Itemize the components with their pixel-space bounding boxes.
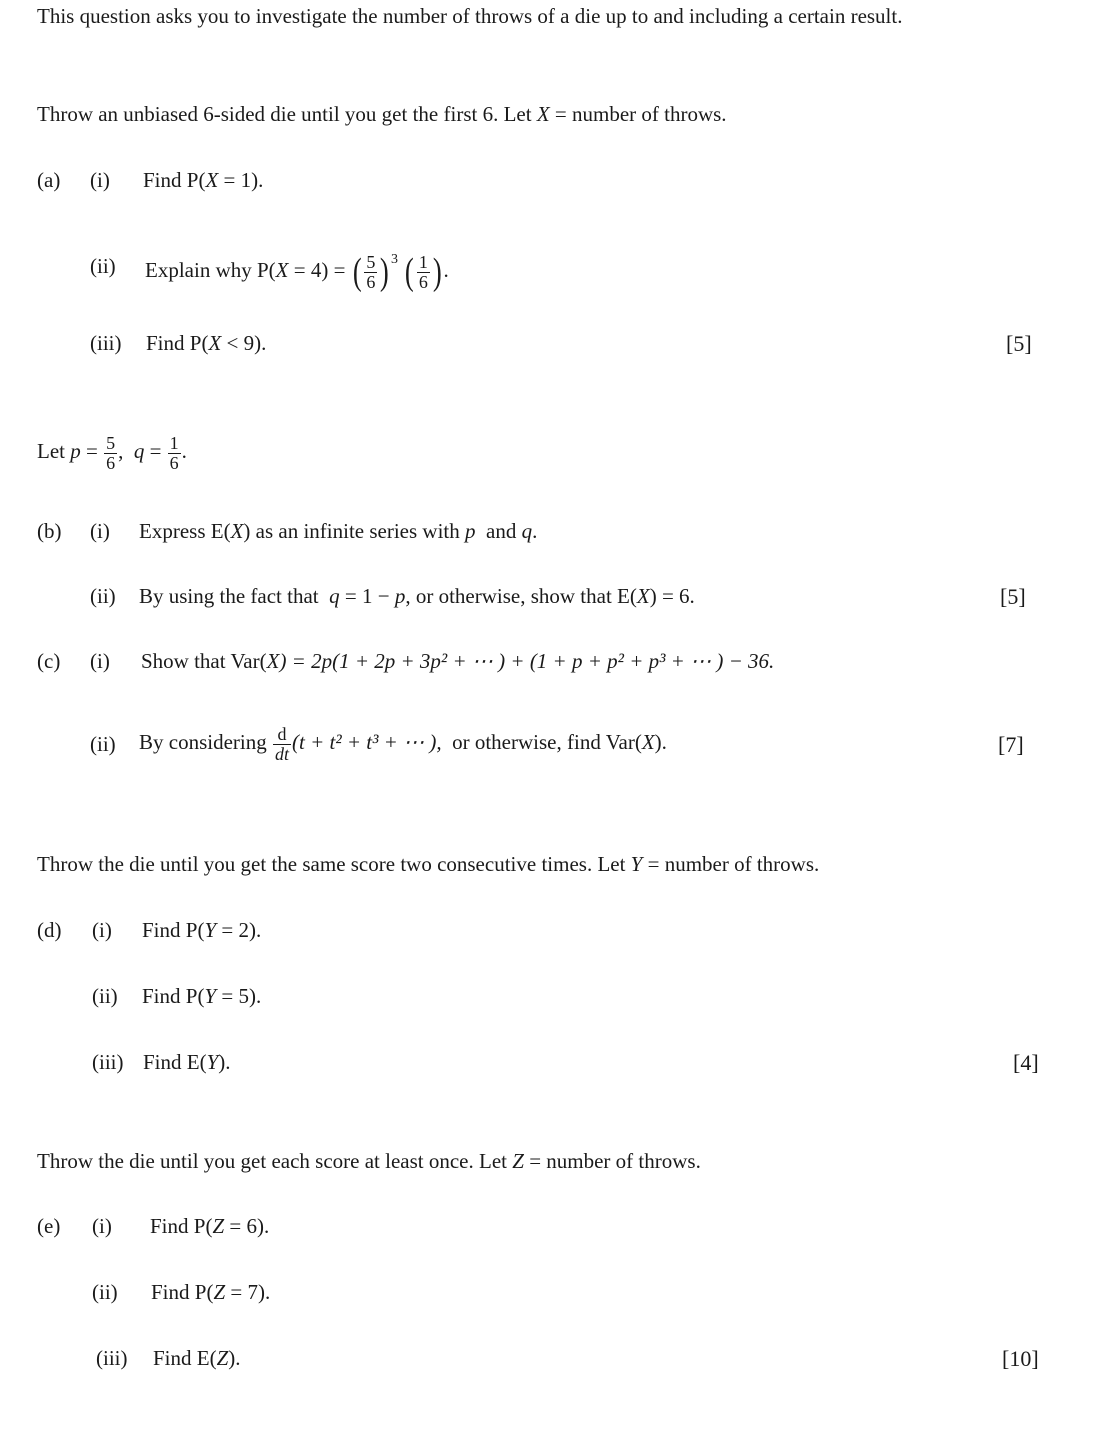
marks-a: [5] xyxy=(1006,331,1032,356)
label-e-i: (i) xyxy=(92,1214,112,1238)
setup-y: Throw the die until you get the same score two consecutive times. Let Y = number of throws. xyxy=(37,852,820,876)
setup-x: Throw an unbiased 6-sided die until you get the first 6. Let X = number of throws. xyxy=(37,102,727,126)
marks-b: [5] xyxy=(1000,584,1026,609)
setup-z: Throw the die until you get each score at least once. Let Z = number of throws. xyxy=(37,1149,701,1173)
question-d-i: Find P(Y = 2). xyxy=(142,918,262,942)
marks-e: [10] xyxy=(1002,1346,1039,1371)
label-e-iii: (iii) xyxy=(96,1346,128,1370)
question-a-ii: Explain why P(X = 4) = ( $\frac{5}{6}$ ) $^3$ ( $\frac{1}{6}$ ). xyxy=(145,251,449,294)
label-c-ii: (ii) xyxy=(90,732,116,756)
label-a: (a) xyxy=(37,168,61,192)
label-d-iii: (iii) xyxy=(92,1050,124,1074)
label-b: (b) xyxy=(37,519,62,543)
let-p-q: Let p = $\frac{5}{6}$ , q = $\frac{1}{6}$ . xyxy=(37,432,187,473)
label-b-i: (i) xyxy=(90,519,110,543)
fraction-one-sixth: $\frac{1}{6}$ xyxy=(418,251,428,292)
question-b-i: Express E(X) as an infinite series with p and q. xyxy=(139,519,538,543)
question-e-ii: Find P(Z = 7). xyxy=(151,1280,271,1304)
label-c-i: (i) xyxy=(90,649,110,673)
question-c-ii: By considering $\frac{d}{dt}$ (t + t² + t³ + ⋯ ), or otherwise, find Var(X). xyxy=(139,723,667,764)
question-a-iii: Find P(X < 9). xyxy=(146,331,267,355)
question-e-i: Find P(Z = 6). xyxy=(150,1214,270,1238)
label-a-i: (i) xyxy=(90,168,110,192)
label-a-iii: (iii) xyxy=(90,331,122,355)
fraction-five-sixths: $\frac{5}{6}$ xyxy=(366,251,376,292)
label-e: (e) xyxy=(37,1214,61,1238)
question-a-i: Find P(X = 1). xyxy=(143,168,264,192)
question-e-iii: Find E(Z). xyxy=(153,1346,241,1370)
marks-d: [4] xyxy=(1013,1050,1039,1075)
derivative-operator: $\frac{d}{dt}$ xyxy=(274,723,289,764)
intro-text: This question asks you to investigate the number of throws of a die up to and including a certain result. xyxy=(37,4,903,28)
fraction-p: $\frac{5}{6}$ xyxy=(106,432,116,473)
label-b-ii: (ii) xyxy=(90,584,116,608)
question-d-ii: Find P(Y = 5). xyxy=(142,984,262,1008)
label-d-i: (i) xyxy=(92,918,112,942)
marks-c: [7] xyxy=(998,732,1024,757)
fraction-q: $\frac{1}{6}$ xyxy=(169,432,179,473)
question-c-i: Show that Var(X) = 2p(1 + 2p + 3p² + ⋯ ) + (1 + p + p² + p³ + ⋯ ) − 36. xyxy=(141,649,775,673)
question-d-iii: Find E(Y). xyxy=(143,1050,231,1074)
label-a-ii: (ii) xyxy=(90,254,116,278)
label-e-ii: (ii) xyxy=(92,1280,118,1304)
question-b-ii: By using the fact that q = 1 − p, or otherwise, show that E(X) = 6. xyxy=(139,584,695,608)
label-d-ii: (ii) xyxy=(92,984,118,1008)
label-d: (d) xyxy=(37,918,62,942)
label-c: (c) xyxy=(37,649,61,673)
